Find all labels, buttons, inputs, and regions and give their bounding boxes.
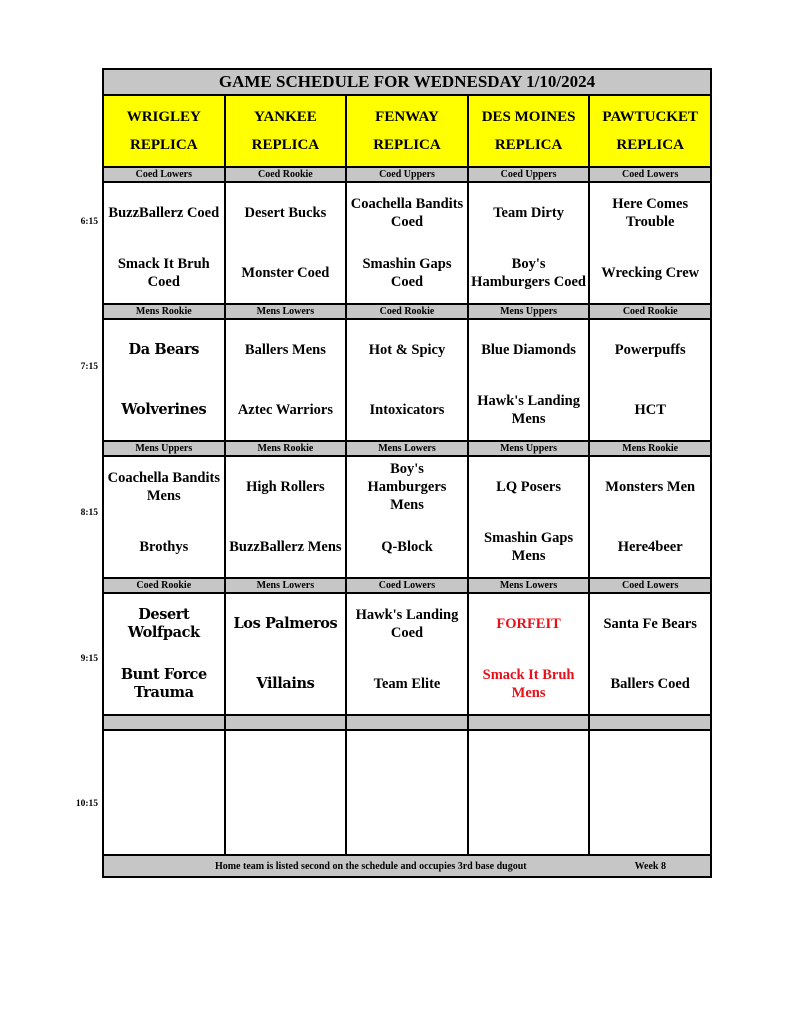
empty-cell bbox=[225, 730, 347, 855]
division-label: Mens Uppers bbox=[103, 441, 225, 456]
home-team: Smashin Gaps Mens bbox=[468, 517, 590, 578]
division-label: Mens Rookie bbox=[103, 304, 225, 319]
field-header-5 bbox=[589, 95, 711, 167]
field-name: WRIGLEY bbox=[126, 109, 201, 125]
field-header-3 bbox=[346, 95, 468, 167]
division-label: Coed Lowers bbox=[346, 578, 468, 593]
away-team: Desert Bucks bbox=[225, 182, 347, 243]
field-name: YANKEE bbox=[253, 109, 317, 125]
time-label: 8:15 bbox=[80, 508, 98, 518]
division-label bbox=[103, 715, 225, 730]
field-header-4 bbox=[468, 95, 590, 167]
empty-cell bbox=[589, 730, 711, 855]
home-team: Brothys bbox=[103, 517, 225, 578]
division-label: Mens Lowers bbox=[225, 578, 347, 593]
empty-cell bbox=[103, 730, 225, 855]
time-label: 7:15 bbox=[80, 362, 98, 372]
away-team: Here Comes Trouble bbox=[589, 182, 711, 243]
division-label: Mens Rookie bbox=[589, 441, 711, 456]
home-team: Team Elite bbox=[346, 654, 468, 715]
away-team: Boy's Hamburgers Mens bbox=[346, 456, 468, 517]
division-label: Coed Lowers bbox=[589, 578, 711, 593]
away-team: Coachella Bandits Mens bbox=[103, 456, 225, 517]
home-team: Smack It Bruh Mens bbox=[468, 654, 590, 715]
week-label: Week 8 bbox=[634, 860, 666, 872]
division-label: Mens Rookie bbox=[225, 441, 347, 456]
division-label: Coed Lowers bbox=[103, 167, 225, 182]
away-team: Los Palmeros bbox=[225, 593, 347, 654]
division-label: Coed Rookie bbox=[346, 304, 468, 319]
field-name: DES MOINES bbox=[481, 109, 576, 125]
away-team: BuzzBallerz Coed bbox=[103, 182, 225, 243]
field-header-2 bbox=[225, 95, 347, 167]
away-team: Monsters Men bbox=[589, 456, 711, 517]
time-label: 6:15 bbox=[80, 217, 98, 227]
time-label: 9:15 bbox=[80, 654, 98, 664]
division-label bbox=[225, 715, 347, 730]
division-label: Mens Lowers bbox=[346, 441, 468, 456]
away-team: Coachella Bandits Coed bbox=[346, 182, 468, 243]
away-team: High Rollers bbox=[225, 456, 347, 517]
home-team: Smack It Bruh Coed bbox=[103, 243, 225, 304]
division-label: Mens Uppers bbox=[468, 304, 590, 319]
division-label: Coed Uppers bbox=[346, 167, 468, 182]
empty-cell bbox=[346, 730, 468, 855]
away-team: Ballers Mens bbox=[225, 319, 347, 380]
home-team: Villains bbox=[225, 654, 347, 715]
division-label: Mens Uppers bbox=[468, 441, 590, 456]
division-label bbox=[346, 715, 468, 730]
away-team: Da Bears bbox=[103, 319, 225, 380]
away-team: Hot & Spicy bbox=[346, 319, 468, 380]
away-team: Blue Diamonds bbox=[468, 319, 590, 380]
footer-bar bbox=[103, 855, 711, 877]
home-team: Aztec Warriors bbox=[225, 380, 347, 441]
empty-cell bbox=[468, 730, 590, 855]
home-team: Bunt Force Trauma bbox=[103, 654, 225, 715]
forfeit-label: FORFEIT bbox=[468, 593, 590, 654]
away-team: Santa Fe Bears bbox=[589, 593, 711, 654]
time-label: 10:15 bbox=[75, 799, 98, 809]
field-sub: REPLICA bbox=[373, 137, 441, 153]
schedule-table bbox=[102, 68, 712, 878]
footer-note: Home team is listed second on the schedule and occupies 3rd base dugout bbox=[214, 860, 527, 872]
division-label: Coed Rookie bbox=[103, 578, 225, 593]
home-team: Smashin Gaps Coed bbox=[346, 243, 468, 304]
home-team: HCT bbox=[589, 380, 711, 441]
division-label: Coed Rookie bbox=[225, 167, 347, 182]
home-team: Here4beer bbox=[589, 517, 711, 578]
away-team: Hawk's Landing Coed bbox=[346, 593, 468, 654]
division-label: Mens Lowers bbox=[225, 304, 347, 319]
division-label: Coed Uppers bbox=[468, 167, 590, 182]
division-label: Coed Rookie bbox=[589, 304, 711, 319]
home-team: Monster Coed bbox=[225, 243, 347, 304]
field-sub: REPLICA bbox=[251, 137, 320, 153]
away-team: Desert Wolfpack bbox=[103, 593, 225, 654]
away-team: LQ Posers bbox=[468, 456, 590, 517]
field-header-1 bbox=[103, 95, 225, 167]
division-label bbox=[589, 715, 711, 730]
division-label bbox=[468, 715, 590, 730]
field-name: FENWAY bbox=[375, 109, 439, 125]
division-label: Coed Lowers bbox=[589, 167, 711, 182]
field-sub: REPLICA bbox=[616, 137, 684, 153]
away-team: Team Dirty bbox=[468, 182, 590, 243]
home-team: Wolverines bbox=[103, 380, 225, 441]
home-team: Ballers Coed bbox=[589, 654, 711, 715]
home-team: BuzzBallerz Mens bbox=[225, 517, 347, 578]
home-team: Hawk's Landing Mens bbox=[468, 380, 590, 441]
page-title: GAME SCHEDULE FOR WEDNESDAY 1/10/2024 bbox=[103, 69, 711, 95]
field-name: PAWTUCKET bbox=[602, 109, 698, 125]
division-label: Mens Lowers bbox=[468, 578, 590, 593]
away-team: Powerpuffs bbox=[589, 319, 711, 380]
home-team: Q-Block bbox=[346, 517, 468, 578]
field-sub: REPLICA bbox=[494, 137, 563, 153]
home-team: Boy's Hamburgers Coed bbox=[468, 243, 590, 304]
home-team: Wrecking Crew bbox=[589, 243, 711, 304]
field-sub: REPLICA bbox=[130, 137, 198, 153]
home-team: Intoxicators bbox=[346, 380, 468, 441]
